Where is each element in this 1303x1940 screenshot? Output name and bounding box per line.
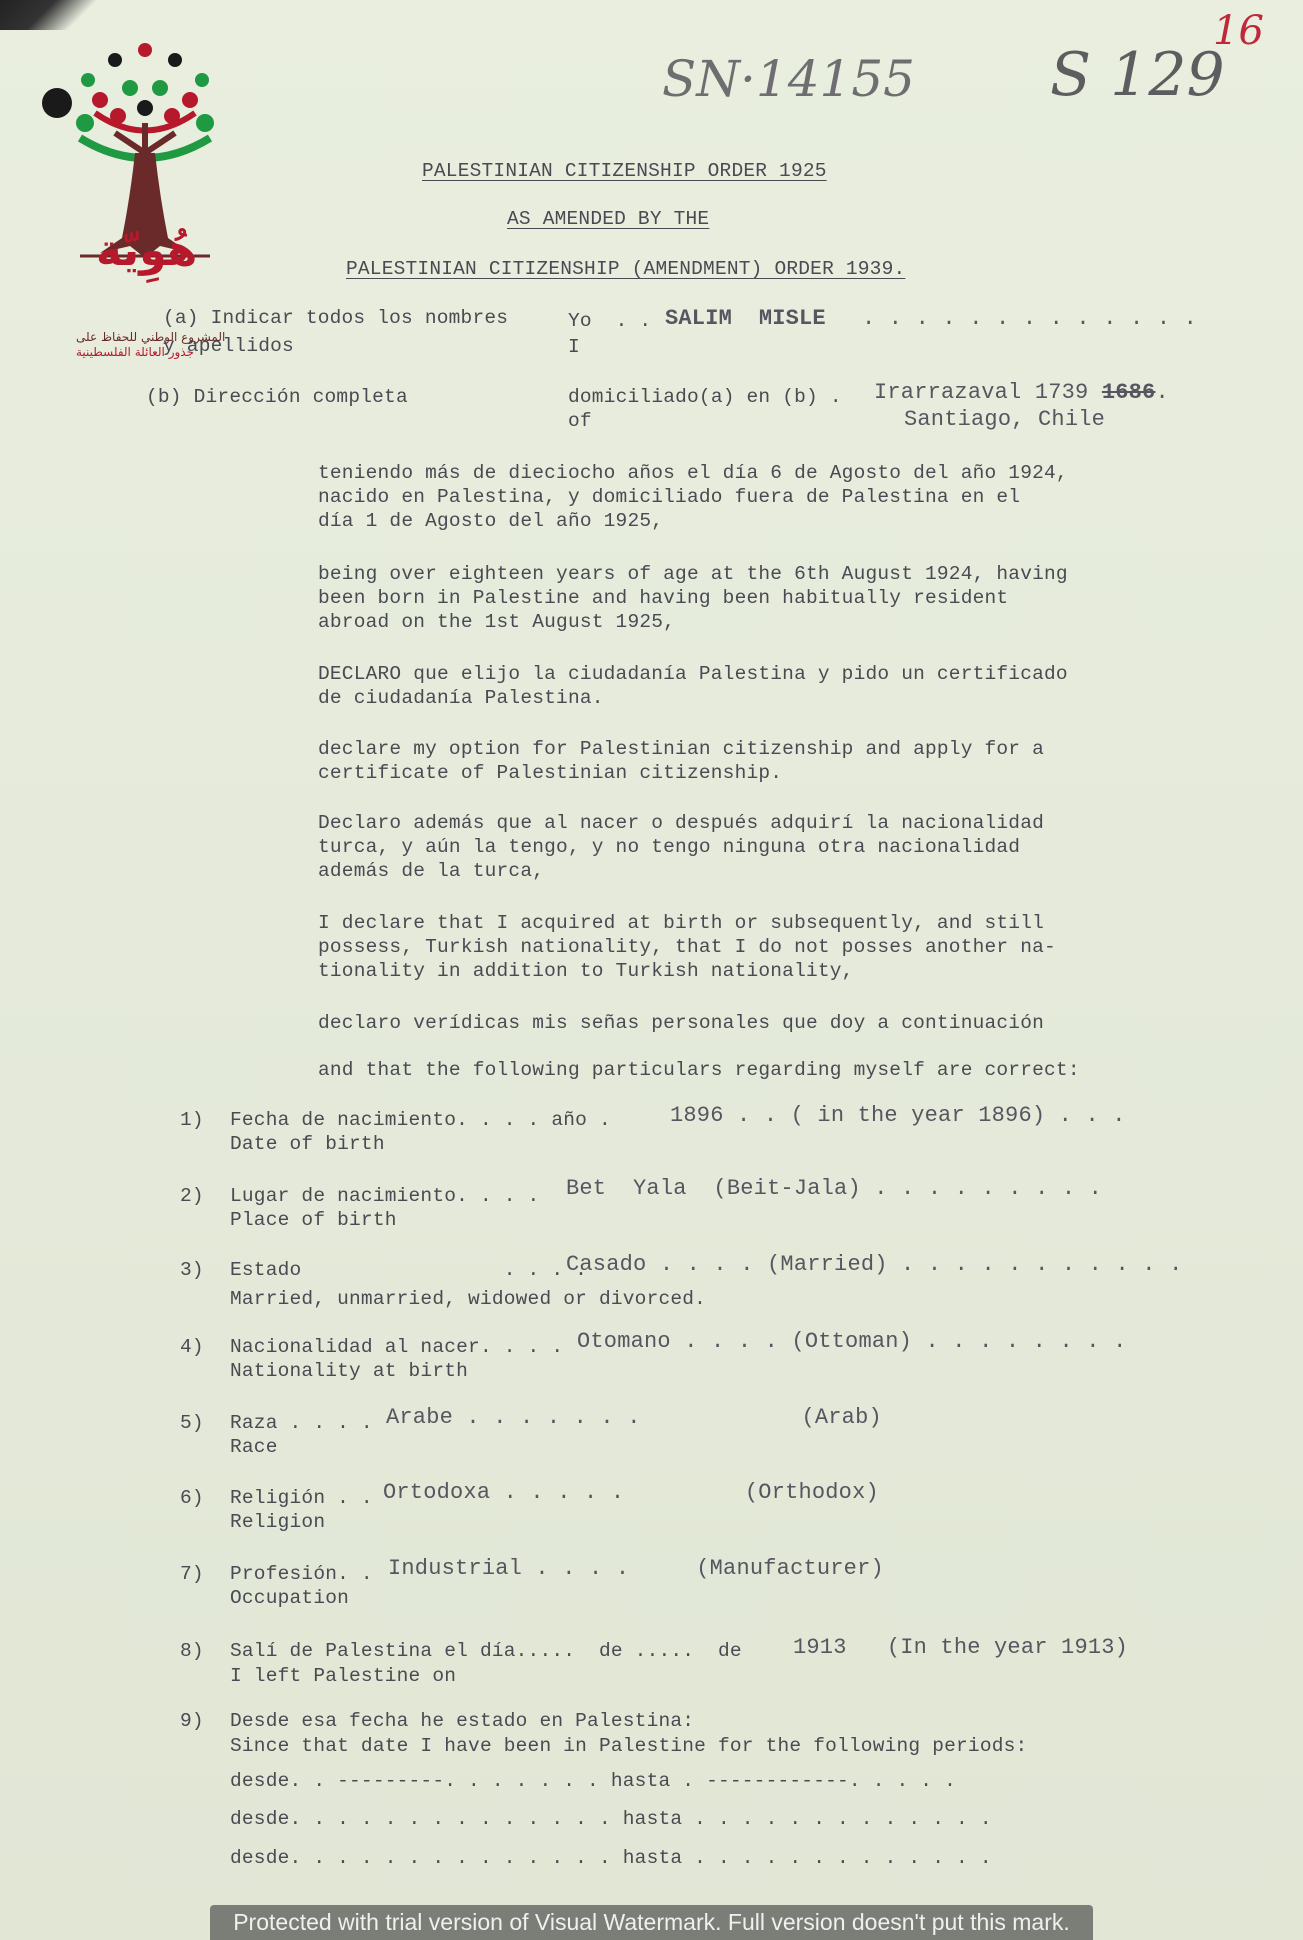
note-surnames: y apellidos	[163, 335, 294, 357]
serial-number-annotation: SN·14155	[662, 50, 915, 108]
applicant-name: SALIM MISLE	[665, 306, 826, 331]
particular-number: 8)	[180, 1640, 204, 1662]
particular-value: Arabe . . . . . . . (Arab)	[386, 1405, 882, 1430]
label-domicile: domiciliado(a) en (b) .	[568, 386, 842, 408]
particular-label-en: I left Palestine on	[230, 1665, 457, 1687]
scan-corner-shadow	[0, 0, 110, 30]
particular-number: 9)	[180, 1710, 204, 1732]
particular-number: 3)	[180, 1259, 204, 1281]
header-title: PALESTINIAN CITIZENSHIP ORDER 1925	[422, 160, 827, 182]
paragraph-line: nacido en Palestina, y domiciliado fuera de Palestina en el	[318, 486, 1021, 508]
particular-label-en: Occupation	[230, 1587, 350, 1609]
paragraph-line: being over eighteen years of age at the 6th August 1924, having	[318, 563, 1068, 585]
particular-label: Nacionalidad al nacer. . . .	[230, 1336, 564, 1358]
particular-number: 5)	[180, 1412, 204, 1434]
particular-label: Raza . . . .	[230, 1412, 373, 1434]
particular-value: Casado . . . . (Married) . . . . . . . . . . .	[566, 1252, 1183, 1277]
note-names: (a) Indicar todos los nombres	[163, 307, 509, 329]
paragraph-line: declare my option for Palestinian citizenship and apply for a	[318, 738, 1045, 760]
paragraph-line: certificate of Palestinian citizenship.	[318, 762, 783, 784]
particular-value: 1896 . . ( in the year 1896) . . .	[670, 1103, 1126, 1128]
paragraph-line: been born in Palestine and having been habitually resident	[318, 587, 1009, 609]
particular-label: Estado . . . .	[230, 1259, 588, 1281]
particular-label-en: Religion	[230, 1511, 326, 1533]
header-subtitle: AS AMENDED BY THE	[507, 208, 710, 230]
particular-label: Fecha de nacimiento. . . . año .	[230, 1109, 611, 1131]
particular-value: Ortodoxa . . . . . (Orthodox)	[383, 1480, 879, 1505]
particular-label: Profesión. .	[230, 1563, 373, 1585]
particular-label-en: Date of birth	[230, 1133, 385, 1155]
period-row: desde. . . . . . . . . . . . . . hasta . . . . . . . . . . . . .	[230, 1847, 992, 1869]
particular-number: 2)	[180, 1185, 204, 1207]
particular-label-en: Nationality at birth	[230, 1360, 469, 1382]
period-row: desde. . ---------. . . . . . . hasta . ------------. . . . .	[230, 1770, 957, 1792]
paragraph-line: Declaro además que al nacer o después adquirí la nacionalidad	[318, 812, 1045, 834]
label-of: of	[568, 410, 592, 432]
particular-number: 6)	[180, 1487, 204, 1509]
paragraph-line: tionality in addition to Turkish nationality,	[318, 960, 854, 982]
paragraph-es-particulars: declaro verídicas mis señas personales que doy a continuación	[318, 1012, 1045, 1034]
red-reference-annotation: 16	[1213, 8, 1264, 54]
particular-label: Salí de Palestina el día..... de ..... de	[230, 1640, 742, 1662]
particular-label-en: Since that date I have been in Palestine for the following periods:	[230, 1735, 1028, 1757]
particular-number: 7)	[180, 1563, 204, 1585]
particular-label-en: Place of birth	[230, 1209, 397, 1231]
label-i: I	[568, 336, 580, 358]
particular-label: Religión . .	[230, 1487, 373, 1509]
particular-label: Desde esa fecha he estado en Palestina:	[230, 1710, 695, 1732]
paragraph-line: I declare that I acquired at birth or subsequently, and still	[318, 912, 1045, 934]
paragraph-line: abroad on the 1st August 1925,	[318, 611, 676, 633]
trial-watermark-banner: Protected with trial version of Visual Watermark. Full version doesn't put this mark.	[210, 1905, 1093, 1940]
paragraph-line: teniendo más de dieciocho años el día 6 de Agosto del año 1924,	[318, 462, 1068, 484]
header-amendment: PALESTINIAN CITIZENSHIP (AMENDMENT) ORDER 1939.	[346, 258, 906, 280]
particular-value: Industrial . . . . (Manufacturer)	[388, 1556, 884, 1581]
paragraph-line: día 1 de Agosto del año 1925,	[318, 510, 664, 532]
address-overstrike: 1686	[1101, 380, 1156, 405]
logo-arabic-title: هُوِيّة	[96, 225, 198, 276]
logo-arabic-line1: المشروع الوطني للحفاظ على	[76, 330, 226, 344]
address-line1: Irarrazaval 1739 1686.	[874, 380, 1169, 405]
paragraph-line: turca, y aún la tengo, y no tengo ninguna otra nacionalidad	[318, 836, 1021, 858]
particular-label: Lugar de nacimiento. . . .	[230, 1185, 540, 1207]
particular-number: 4)	[180, 1336, 204, 1358]
heritage-tree-logo-icon	[60, 38, 230, 348]
note-address: (b) Dirección completa	[146, 386, 408, 408]
label-yo: Yo . .	[568, 310, 652, 332]
name-dots: . . . . . . . . . . . . .	[862, 306, 1198, 331]
particular-number: 1)	[180, 1109, 204, 1131]
paragraph-line: possess, Turkish nationality, that I do not posses another na-	[318, 936, 1056, 958]
particular-label-en: Race	[230, 1436, 278, 1458]
particular-value: Bet Yala (Beit-Jala) . . . . . . . . .	[566, 1176, 1103, 1201]
paragraph-line: además de la turca,	[318, 860, 545, 882]
period-row: desde. . . . . . . . . . . . . . hasta . . . . . . . . . . . . .	[230, 1808, 992, 1830]
logo-arabic-line2: جذور العائلة الفلسطينية	[76, 345, 194, 359]
paragraph-line: DECLARO que elijo la ciudadanía Palestina y pido un certificado	[318, 663, 1068, 685]
paragraph-line: de ciudadanía Palestina.	[318, 687, 604, 709]
particular-value: 1913 (In the year 1913)	[793, 1635, 1129, 1660]
particular-value: Otomano . . . . (Ottoman) . . . . . . . .	[577, 1329, 1127, 1354]
particular-label-en: Married, unmarried, widowed or divorced.	[230, 1288, 707, 1310]
address-line2: Santiago, Chile	[904, 407, 1106, 432]
paragraph-en-particulars: and that the following particulars regarding myself are correct:	[318, 1059, 1080, 1081]
reference-number-annotation: S 129	[1050, 40, 1225, 110]
